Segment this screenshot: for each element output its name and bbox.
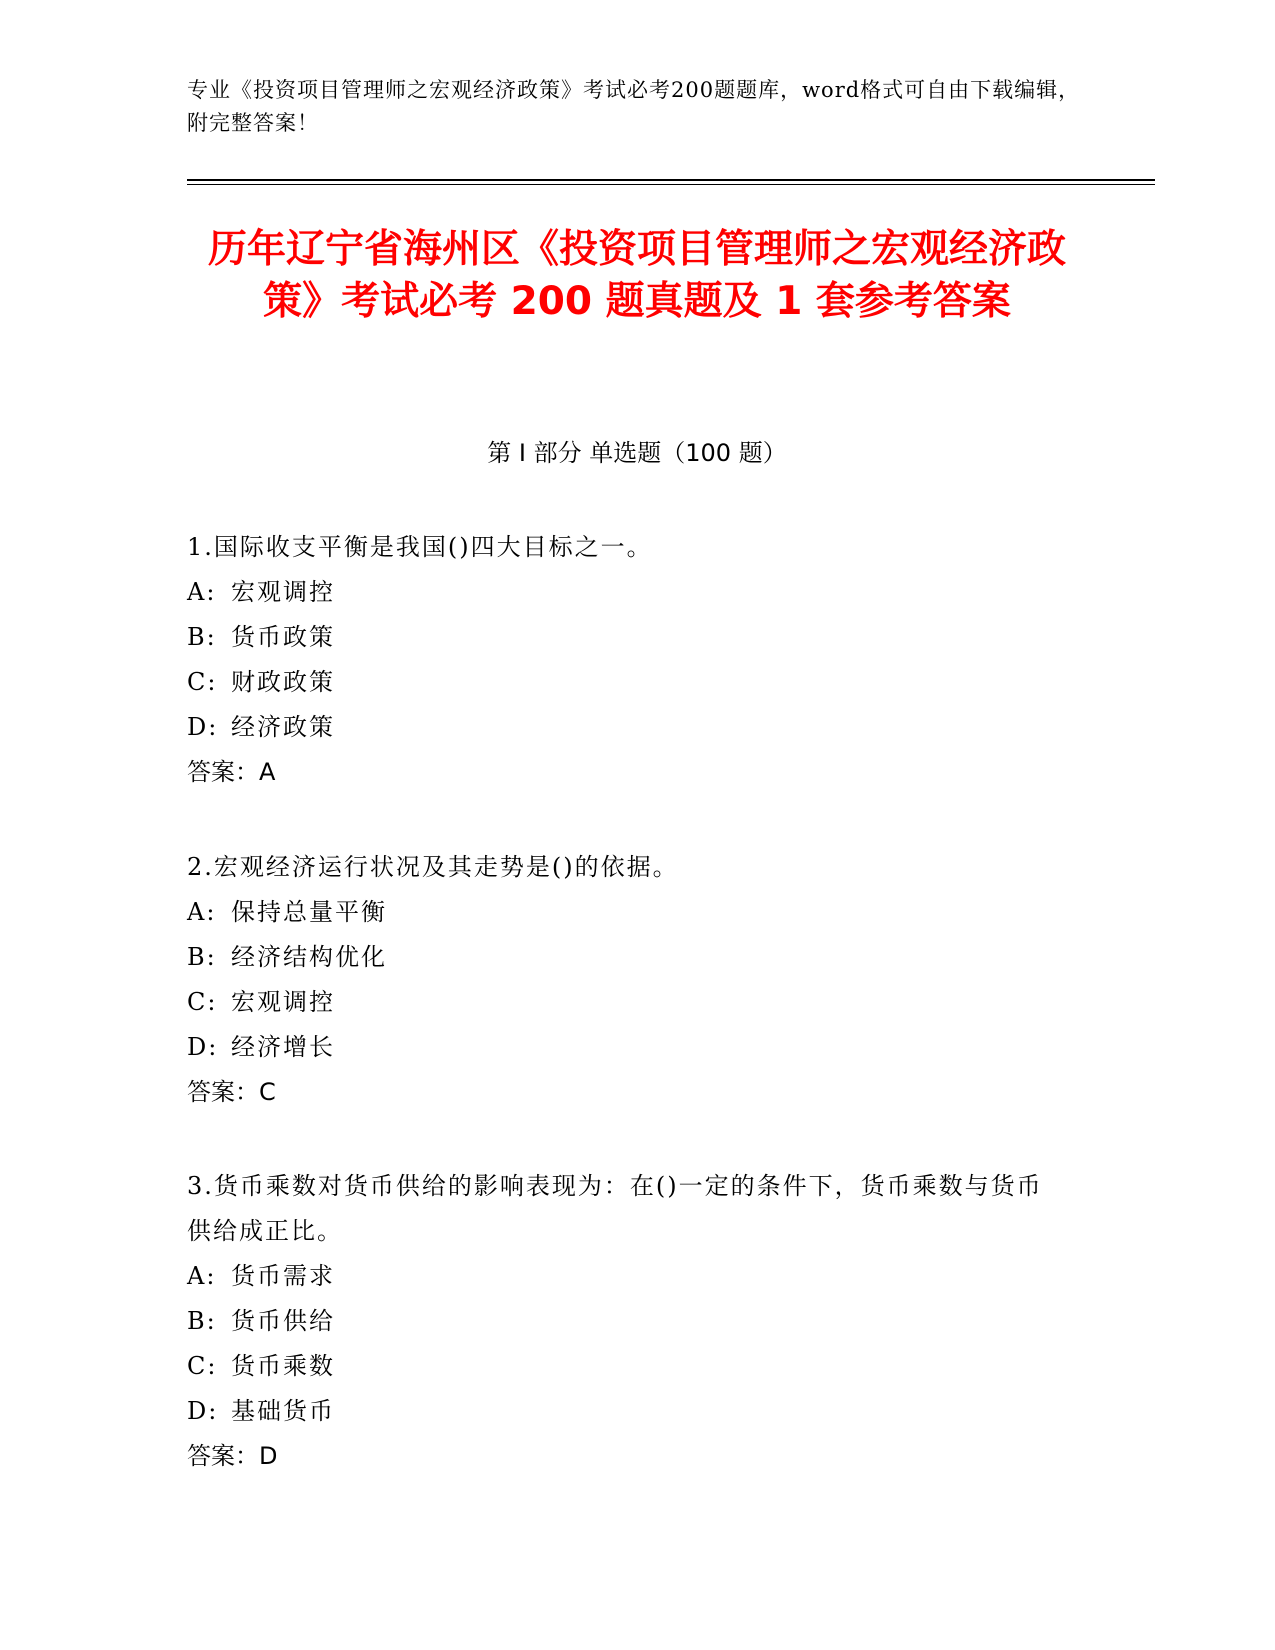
option-text: 经济增长 — [231, 1033, 335, 1061]
option-b — [187, 1299, 1067, 1344]
question-block — [187, 845, 1067, 1115]
option-letter: C: — [187, 1352, 218, 1380]
option-letter: C: — [187, 668, 218, 696]
option-letter: A: — [187, 898, 217, 926]
option-a — [187, 890, 1067, 935]
option-d — [187, 1025, 1067, 1070]
option-letter: D: — [187, 1033, 219, 1061]
option-text: 货币供给 — [231, 1307, 335, 1335]
option-text: 财政政策 — [231, 668, 335, 696]
answer-line: 答案：C — [187, 1078, 276, 1106]
option-a — [187, 570, 1067, 615]
document-title: 历年辽宁省海州区《投资项目管理师之宏观经济政策》考试必考 200 题真题及 1 套参考答案 — [207, 227, 1066, 324]
question-stem: 1.国际收支平衡是我国()四大目标之一。 — [187, 533, 653, 561]
option-b — [187, 935, 1067, 980]
option-letter: B: — [187, 943, 217, 971]
header-divider-thick — [187, 179, 1155, 181]
option-letter: A: — [187, 578, 217, 606]
section-title: 第 I 部分 单选题（100 题） — [487, 439, 787, 467]
option-d — [187, 705, 1067, 750]
option-text: 保持总量平衡 — [231, 898, 387, 926]
option-text: 经济结构优化 — [231, 943, 387, 971]
option-text: 货币政策 — [231, 623, 335, 651]
answer-line: 答案：A — [187, 758, 276, 786]
question-block — [187, 1164, 1067, 1479]
option-c — [187, 1344, 1067, 1389]
question-stem: 2.宏观经济运行状况及其走势是()的依据。 — [187, 853, 679, 881]
header-note: 专业《投资项目管理师之宏观经济政策》考试必考200题题库，word格式可自由下载编辑，附完整答案！ — [187, 78, 1081, 135]
option-c — [187, 980, 1067, 1025]
question-stem: 3.货币乘数对货币供给的影响表现为：在()一定的条件下，货币乘数与货币供给成正比。 — [187, 1172, 1043, 1245]
option-text: 经济政策 — [231, 713, 335, 741]
option-c — [187, 660, 1067, 705]
option-letter: D: — [187, 1397, 219, 1425]
option-text: 宏观调控 — [231, 578, 335, 606]
option-letter: A: — [187, 1262, 217, 1290]
option-text: 宏观调控 — [231, 988, 335, 1016]
option-text: 基础货币 — [231, 1397, 335, 1425]
option-letter: B: — [187, 1307, 217, 1335]
option-text: 货币乘数 — [231, 1352, 335, 1380]
option-letter: C: — [187, 988, 218, 1016]
option-d — [187, 1389, 1067, 1434]
question-block — [187, 525, 1067, 795]
answer-line: 答案：D — [187, 1442, 278, 1470]
option-b — [187, 615, 1067, 660]
option-text: 货币需求 — [231, 1262, 335, 1290]
option-a — [187, 1254, 1067, 1299]
option-letter: B: — [187, 623, 217, 651]
header-divider-thin — [187, 184, 1155, 185]
option-letter: D: — [187, 713, 219, 741]
